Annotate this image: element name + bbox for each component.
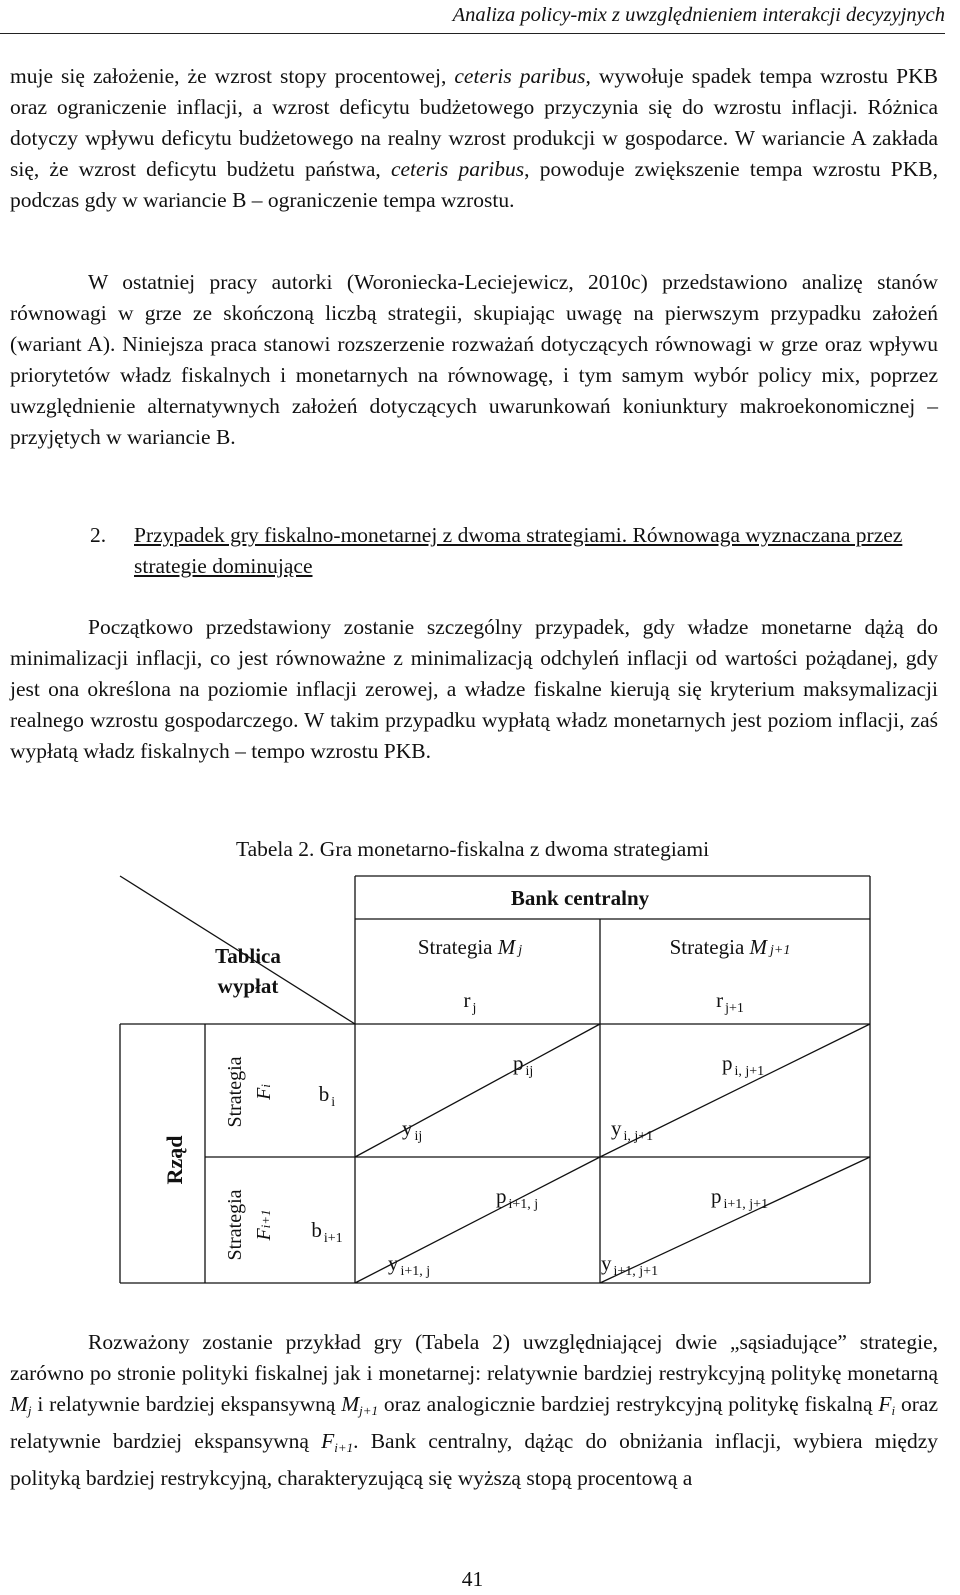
row-param-2: b $_{i+1}$ (311, 1218, 343, 1246)
table-caption: Tabela 2. Gra monetarno-fiskalna z dwoma strategiami (235, 837, 710, 861)
text-run: F (321, 1429, 335, 1453)
text-run: j (27, 1403, 32, 1418)
text-run: Rozważony zostanie przykład gry (Tabela 2) uwzględniającej dwie „sąsiadujące” strategie, zarówno po stronie polityki fiskalnej jak i monetarnej: relatywnie bardziej restrykcyjną politykę monetarną (10, 1330, 938, 1385)
text-run: W ostatniej pracy autorki (Woroniecka-Leciejewicz, 2010c) przedstawiono analizę stanów równowagi w grze ze skończoną liczbą strategii, skupiając uwagę na pierwszym przypadku założeń (wariant A). Niniejsza praca stanowi rozszerzenie rozważań dotyczących równowagi w grze oraz wpływu priorytetów władz fiskalnych i monetarnych na równowagę, i tym samym wybór policy mix, poprzez uwzględnienie alternatywnych założeń dotyczących uwarunkowań koniunktury makroekonomicznej – przyjętych w wariancie B. (10, 270, 938, 449)
text-run: M (10, 1392, 28, 1416)
column-strategy-1: Strategia M j (417, 935, 523, 959)
text-run: oraz relatywnie bardziej ekspansywną (10, 1392, 938, 1453)
row-strategy-1: Strategia (224, 1056, 246, 1128)
payoff-p-11: p $_{ij}$ (513, 1051, 534, 1079)
text-run: , powoduje zwiększenie tempa wzrostu PKB, podczas gdy w wariancie B – ograniczenie tempa wzrostu. (10, 157, 938, 212)
text-run: Początkowo przedstawiony zostanie szczególny przypadek, gdy władze monetarne dążą do minimalizacji inflacji, co jest równoważne z minimalizacją odchyleń inflacji od wartości pożądanej, gdy jest ona określona na poziomie inflacji zerowej, a władze fiskalne kierują się kryterium maksymalizacji realnego wzrostu gospodarczego. W takim przypadku wypłatą władz monetarnych jest poziom inflacji, zaś wypłatą władz fiskalnych – tempo wzrostu PKB. (10, 615, 938, 763)
text-run: , wywołuje spadek tempa wzrostu PKB oraz ograniczenie inflacji, a wzrost deficytu budżetowego przyczynia się do wzrostu inflacji. Różnica dotyczy wpływu deficytu budżetowego na realny wzrost produkcji w gospodarce. W wariancie A zakłada się, że wzrost deficytu budżetu państwa, (10, 64, 939, 181)
column-param-1: r $_j$ (463, 988, 477, 1016)
payoff-p-22: p $_{i+1, j+1}$ (711, 1184, 769, 1212)
row-strategy-1-symbol: Fi (253, 1084, 275, 1100)
text-run: i+1 (334, 1440, 354, 1455)
text-run: ceteris paribus (390, 157, 525, 181)
text-run: F (878, 1392, 892, 1416)
payoff-y-21: y $_{i+1, j}$ (388, 1251, 431, 1279)
text-run: i (891, 1403, 896, 1418)
payoff-p-21: p $_{i+1, j}$ (496, 1184, 539, 1212)
text-run: i relatywnie bardziej ekspansywną (31, 1392, 342, 1416)
row-header: Rząd (162, 1135, 187, 1185)
section-number: 2. (90, 523, 107, 547)
payoff-y-11: y $_{ij}$ (402, 1116, 423, 1144)
column-param-2: r $_{j+1}$ (716, 988, 744, 1016)
payoff-y-12: y $_{i, j+1}$ (611, 1116, 654, 1144)
text-run: muje się założenie, że wzrost stopy procentowej, (10, 64, 455, 88)
row-param-1: b $_i$ (318, 1082, 336, 1110)
section-title: Przypadek gry fiskalno-monetarnej z dwoma strategiami. Równowaga wyznaczana przez strategie dominujące (134, 523, 903, 578)
text-run: j+1 (359, 1403, 379, 1418)
payoff-y-22: y $_{i+1, j+1}$ (601, 1251, 659, 1279)
text-run: M (341, 1392, 360, 1416)
text-run: ceteris paribus (454, 64, 586, 88)
running-title: Analiza policy-mix z uwzględnieniem interakcji decyzyjnych (452, 4, 945, 26)
row-strategy-2-symbol: Fi+1 (253, 1209, 275, 1241)
bank-header: Bank centralny (510, 886, 650, 910)
text-run: . Bank centralny, dążąc do obniżania inflacji, wybiera między polityką bardziej restrykcyjną, charakteryzującą się wyższą stopą procentową a (10, 1429, 939, 1490)
corner-label: wypłat (217, 974, 279, 998)
text-run: oraz analogicznie bardziej restrykcyjną politykę fiskalną (378, 1392, 879, 1416)
page-number: 41 (461, 1567, 484, 1591)
row-strategy-2: Strategia (224, 1189, 246, 1261)
corner-label: Tablica (215, 944, 281, 968)
payoff-p-12: p $_{i, j+1}$ (722, 1051, 765, 1079)
column-strategy-2: Strategia M j+1 (669, 935, 791, 959)
paragraph-4 (10, 1327, 938, 1494)
